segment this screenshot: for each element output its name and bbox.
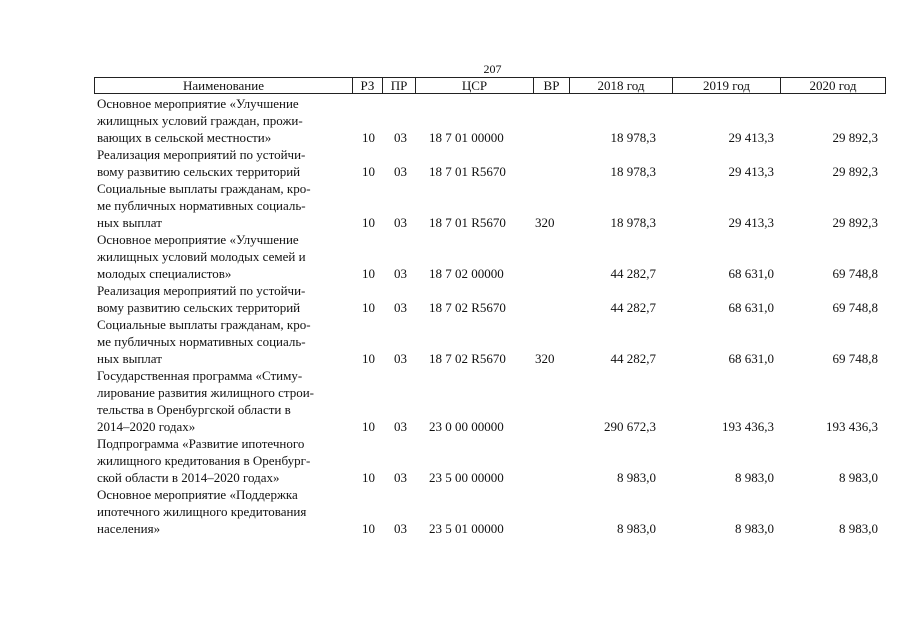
cell-2018: 8 983,0 xyxy=(617,470,656,485)
cell-2019: 68 631,0 xyxy=(728,300,774,315)
cell-2019: 29 413,3 xyxy=(728,215,774,230)
cell-2018: 18 978,3 xyxy=(610,215,656,230)
cell-pr: 03 xyxy=(394,266,407,281)
cell-csr: 18 7 01 R5670 xyxy=(429,164,506,179)
cell-rz: 10 xyxy=(362,419,375,434)
cell-pr: 03 xyxy=(394,215,407,230)
header-name: Наименование xyxy=(183,78,264,93)
cell-rz: 10 xyxy=(362,521,375,536)
cell-pr: 03 xyxy=(394,521,407,536)
header-pr: ПР xyxy=(382,78,415,93)
table-row xyxy=(94,146,886,180)
row-name: Подпрограмма «Развитие ипотечного жилищного кредитования в Оренбург- ской области в 2014–2020 годах» xyxy=(97,436,311,485)
header-csr: ЦСР xyxy=(415,78,533,93)
cell-pr: 03 xyxy=(394,300,407,315)
cell-csr: 23 5 00 00000 xyxy=(429,470,504,485)
cell-csr: 18 7 01 00000 xyxy=(429,130,504,145)
cell-pr: 03 xyxy=(394,470,407,485)
cell-2019: 29 413,3 xyxy=(728,130,774,145)
table-row xyxy=(94,231,886,282)
table-row xyxy=(94,486,886,537)
cell-pr: 03 xyxy=(394,130,407,145)
row-name: Реализация мероприятий по устойчи- вому развитию сельских территорий xyxy=(97,283,306,315)
cell-pr: 03 xyxy=(394,164,407,179)
row-name: Основное мероприятие «Улучшение жилищных условий граждан, прожи- вающих в сельской местности» xyxy=(97,96,303,145)
cell-rz: 10 xyxy=(362,300,375,315)
table-body xyxy=(94,95,886,537)
cell-csr: 18 7 02 R5670 xyxy=(429,300,506,315)
header-2019: 2019 год xyxy=(672,78,780,93)
cell-rz: 10 xyxy=(362,215,375,230)
row-name: Реализация мероприятий по устойчи- вому развитию сельских территорий xyxy=(97,147,306,179)
cell-2019: 8 983,0 xyxy=(735,470,774,485)
row-name: Основное мероприятие «Улучшение жилищных условий молодых семей и молодых специалистов» xyxy=(97,232,306,281)
cell-rz: 10 xyxy=(362,470,375,485)
cell-2020: 8 983,0 xyxy=(839,521,878,536)
cell-2019: 68 631,0 xyxy=(728,351,774,366)
cell-vr: 320 xyxy=(535,351,555,366)
cell-2018: 18 978,3 xyxy=(610,130,656,145)
page-number: 207 xyxy=(483,62,502,76)
cell-rz: 10 xyxy=(362,351,375,366)
row-name: Социальные выплаты гражданам, кро- ме публичных нормативных социаль- ных выплат xyxy=(97,181,311,230)
table-row xyxy=(94,95,886,146)
cell-rz: 10 xyxy=(362,164,375,179)
cell-2018: 44 282,7 xyxy=(610,300,656,315)
cell-csr: 18 7 02 00000 xyxy=(429,266,504,281)
cell-csr: 18 7 02 R5670 xyxy=(429,351,506,366)
table-row xyxy=(94,435,886,486)
cell-2020: 29 892,3 xyxy=(832,164,878,179)
cell-rz: 10 xyxy=(362,266,375,281)
table-row xyxy=(94,180,886,231)
cell-2019: 8 983,0 xyxy=(735,521,774,536)
cell-csr: 23 0 00 00000 xyxy=(429,419,504,434)
cell-2019: 29 413,3 xyxy=(728,164,774,179)
cell-2018: 8 983,0 xyxy=(617,521,656,536)
cell-2018: 44 282,7 xyxy=(610,351,656,366)
cell-vr: 320 xyxy=(535,215,555,230)
table-row xyxy=(94,367,886,435)
cell-2020: 69 748,8 xyxy=(832,351,878,366)
cell-2019: 193 436,3 xyxy=(722,419,774,434)
cell-2020: 193 436,3 xyxy=(826,419,878,434)
header-vr: ВР xyxy=(533,78,569,93)
row-name: Социальные выплаты гражданам, кро- ме публичных нормативных социаль- ных выплат xyxy=(97,317,311,366)
cell-2020: 69 748,8 xyxy=(832,266,878,281)
header-2018: 2018 год xyxy=(569,78,672,93)
cell-pr: 03 xyxy=(394,419,407,434)
cell-2019: 68 631,0 xyxy=(728,266,774,281)
cell-2020: 69 748,8 xyxy=(832,300,878,315)
row-name: Государственная программа «Стиму- лирование развития жилищного строи- тельства в Оренбургской области в 2014–2020 годах» xyxy=(97,368,314,434)
cell-2018: 44 282,7 xyxy=(610,266,656,281)
table-header xyxy=(94,77,886,94)
header-2020: 2020 год xyxy=(780,78,885,93)
row-name: Основное мероприятие «Поддержка ипотечного жилищного кредитования населения» xyxy=(97,487,307,536)
header-rz: РЗ xyxy=(352,78,382,93)
table-row xyxy=(94,282,886,316)
cell-rz: 10 xyxy=(362,130,375,145)
cell-pr: 03 xyxy=(394,351,407,366)
cell-2018: 18 978,3 xyxy=(610,164,656,179)
cell-csr: 18 7 01 R5670 xyxy=(429,215,506,230)
cell-2020: 29 892,3 xyxy=(832,130,878,145)
table-row xyxy=(94,316,886,367)
cell-2018: 290 672,3 xyxy=(604,419,656,434)
cell-2020: 29 892,3 xyxy=(832,215,878,230)
cell-csr: 23 5 01 00000 xyxy=(429,521,504,536)
cell-2020: 8 983,0 xyxy=(839,470,878,485)
